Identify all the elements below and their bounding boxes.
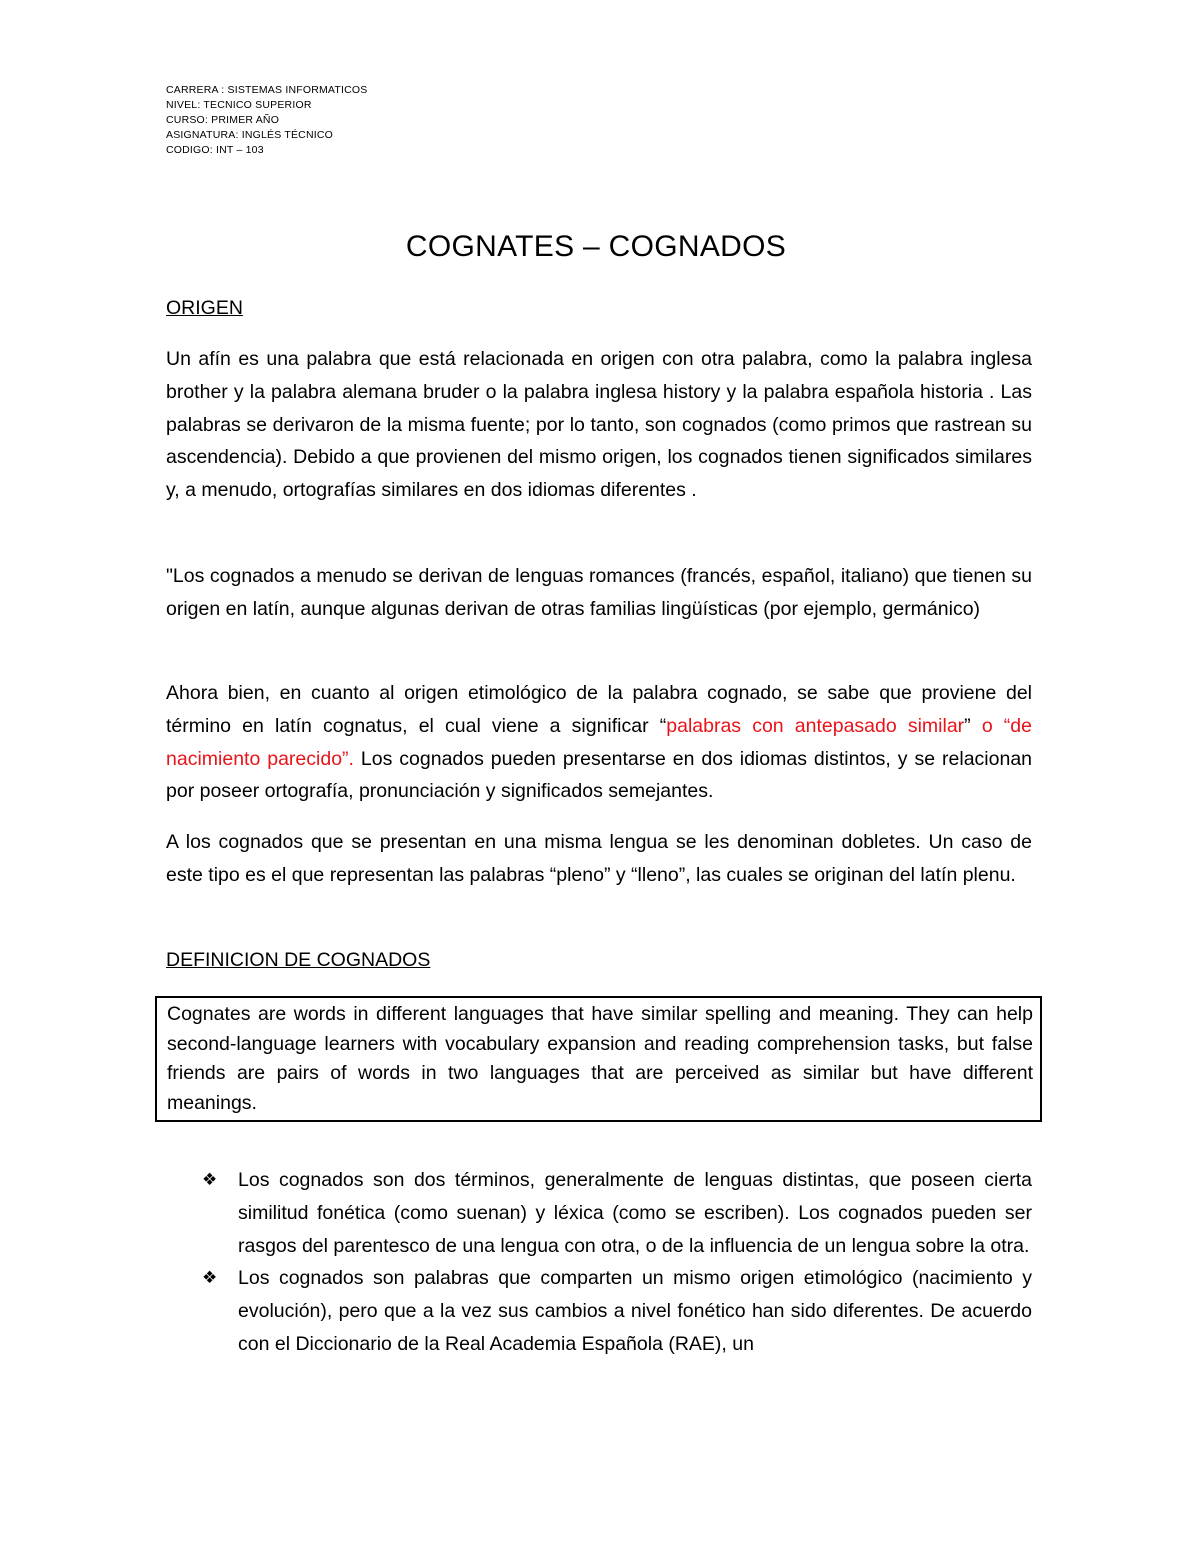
p3-text-start: Ahora bien, en cuanto al origen etimológico de la palabra cognado, se sabe que proviene del término en latín cognatus, el cual viene a significar “ xyxy=(166,682,1032,737)
p3-text-mid: ” xyxy=(964,714,982,737)
header-course: CURSO: PRIMER AÑO xyxy=(166,114,280,126)
p3-text-end: Los cognados pueden presentarse en dos idiomas distintos, y se relacionan por poseer ortografía, pronunciación y significados semejantes. xyxy=(166,747,1033,803)
bullet-list xyxy=(200,1164,1032,1361)
p3-highlight-2: o “de nacimiento parecido”. xyxy=(166,714,1032,770)
definition-box: Cognates are words in different languages that have similar spelling and meaning. They can help second-language learners with vocabulary expansion and reading comprehension tasks, but false friends are pairs of words in two languages that are perceived as similar but have different meanings. xyxy=(155,996,1042,1122)
course-info-header xyxy=(166,83,367,158)
page-title: COGNATES – COGNADOS xyxy=(405,230,787,263)
bullet-text: Los cognados son palabras que comparten un mismo origen etimológico (nacimiento y evolución), pero que a la vez sus cambios a nivel fonético han sido diferentes. De acuerdo con el Diccionario de la Real Academia Española (RAE), un xyxy=(238,1267,1032,1355)
origen-heading: ORIGEN xyxy=(166,297,243,319)
bullet-text: Los cognados son dos términos, generalmente de lenguas distintas, que poseen cierta similitud fonética (como suenan) y léxica (como se escriben). Los cognados pueden ser rasgos del parentesco de una lengua con otra, o de la influencia de un lengua sobre la otra. xyxy=(238,1169,1032,1257)
list-item xyxy=(200,1262,1032,1360)
origen-paragraph-2: "Los cognados a menudo se derivan de lenguas romances (francés, español, italiano) que tienen su origen en latín, aunque algunas derivan de otras familias lingüísticas (por ejemplo, germánico) xyxy=(166,565,1032,620)
four-diamond-bullet-icon: ❖ xyxy=(202,1268,218,1288)
header-level: NIVEL: TECNICO SUPERIOR xyxy=(166,99,312,111)
origen-paragraph-1: Un afín es una palabra que está relacionada en origen con otra palabra, como la palabra inglesa brother y la palabra alemana bruder o la palabra inglesa history y la palabra española historia . Las palabras se derivaron de la misma fuente; por lo tanto, son cognados (como primos que rastrean su ascendencia). Debido a que provienen del mismo origen, los cognados tienen significados similares y, a menudo, ortografías similares en dos idiomas diferentes . xyxy=(166,348,1032,502)
definicion-heading: DEFINICION DE COGNADOS xyxy=(166,949,431,971)
header-code: CODIGO: INT – 103 xyxy=(166,144,264,156)
list-item xyxy=(200,1164,1032,1262)
four-diamond-bullet-icon: ❖ xyxy=(202,1170,218,1189)
origen-paragraph-3 xyxy=(166,677,1032,808)
p3-highlight-1: palabras con antepasado similar xyxy=(666,714,965,737)
header-career: CARRERA : SISTEMAS INFORMATICOS xyxy=(166,84,368,96)
origen-paragraph-4: A los cognados que se presentan en una misma lengua se les denominan dobletes. Un caso de este tipo es el que representan las palabras “pleno” y “lleno”, las cuales se originan del latín plenu. xyxy=(166,831,1032,886)
header-subject: ASIGNATURA: INGLÉS TÉCNICO xyxy=(166,129,334,141)
